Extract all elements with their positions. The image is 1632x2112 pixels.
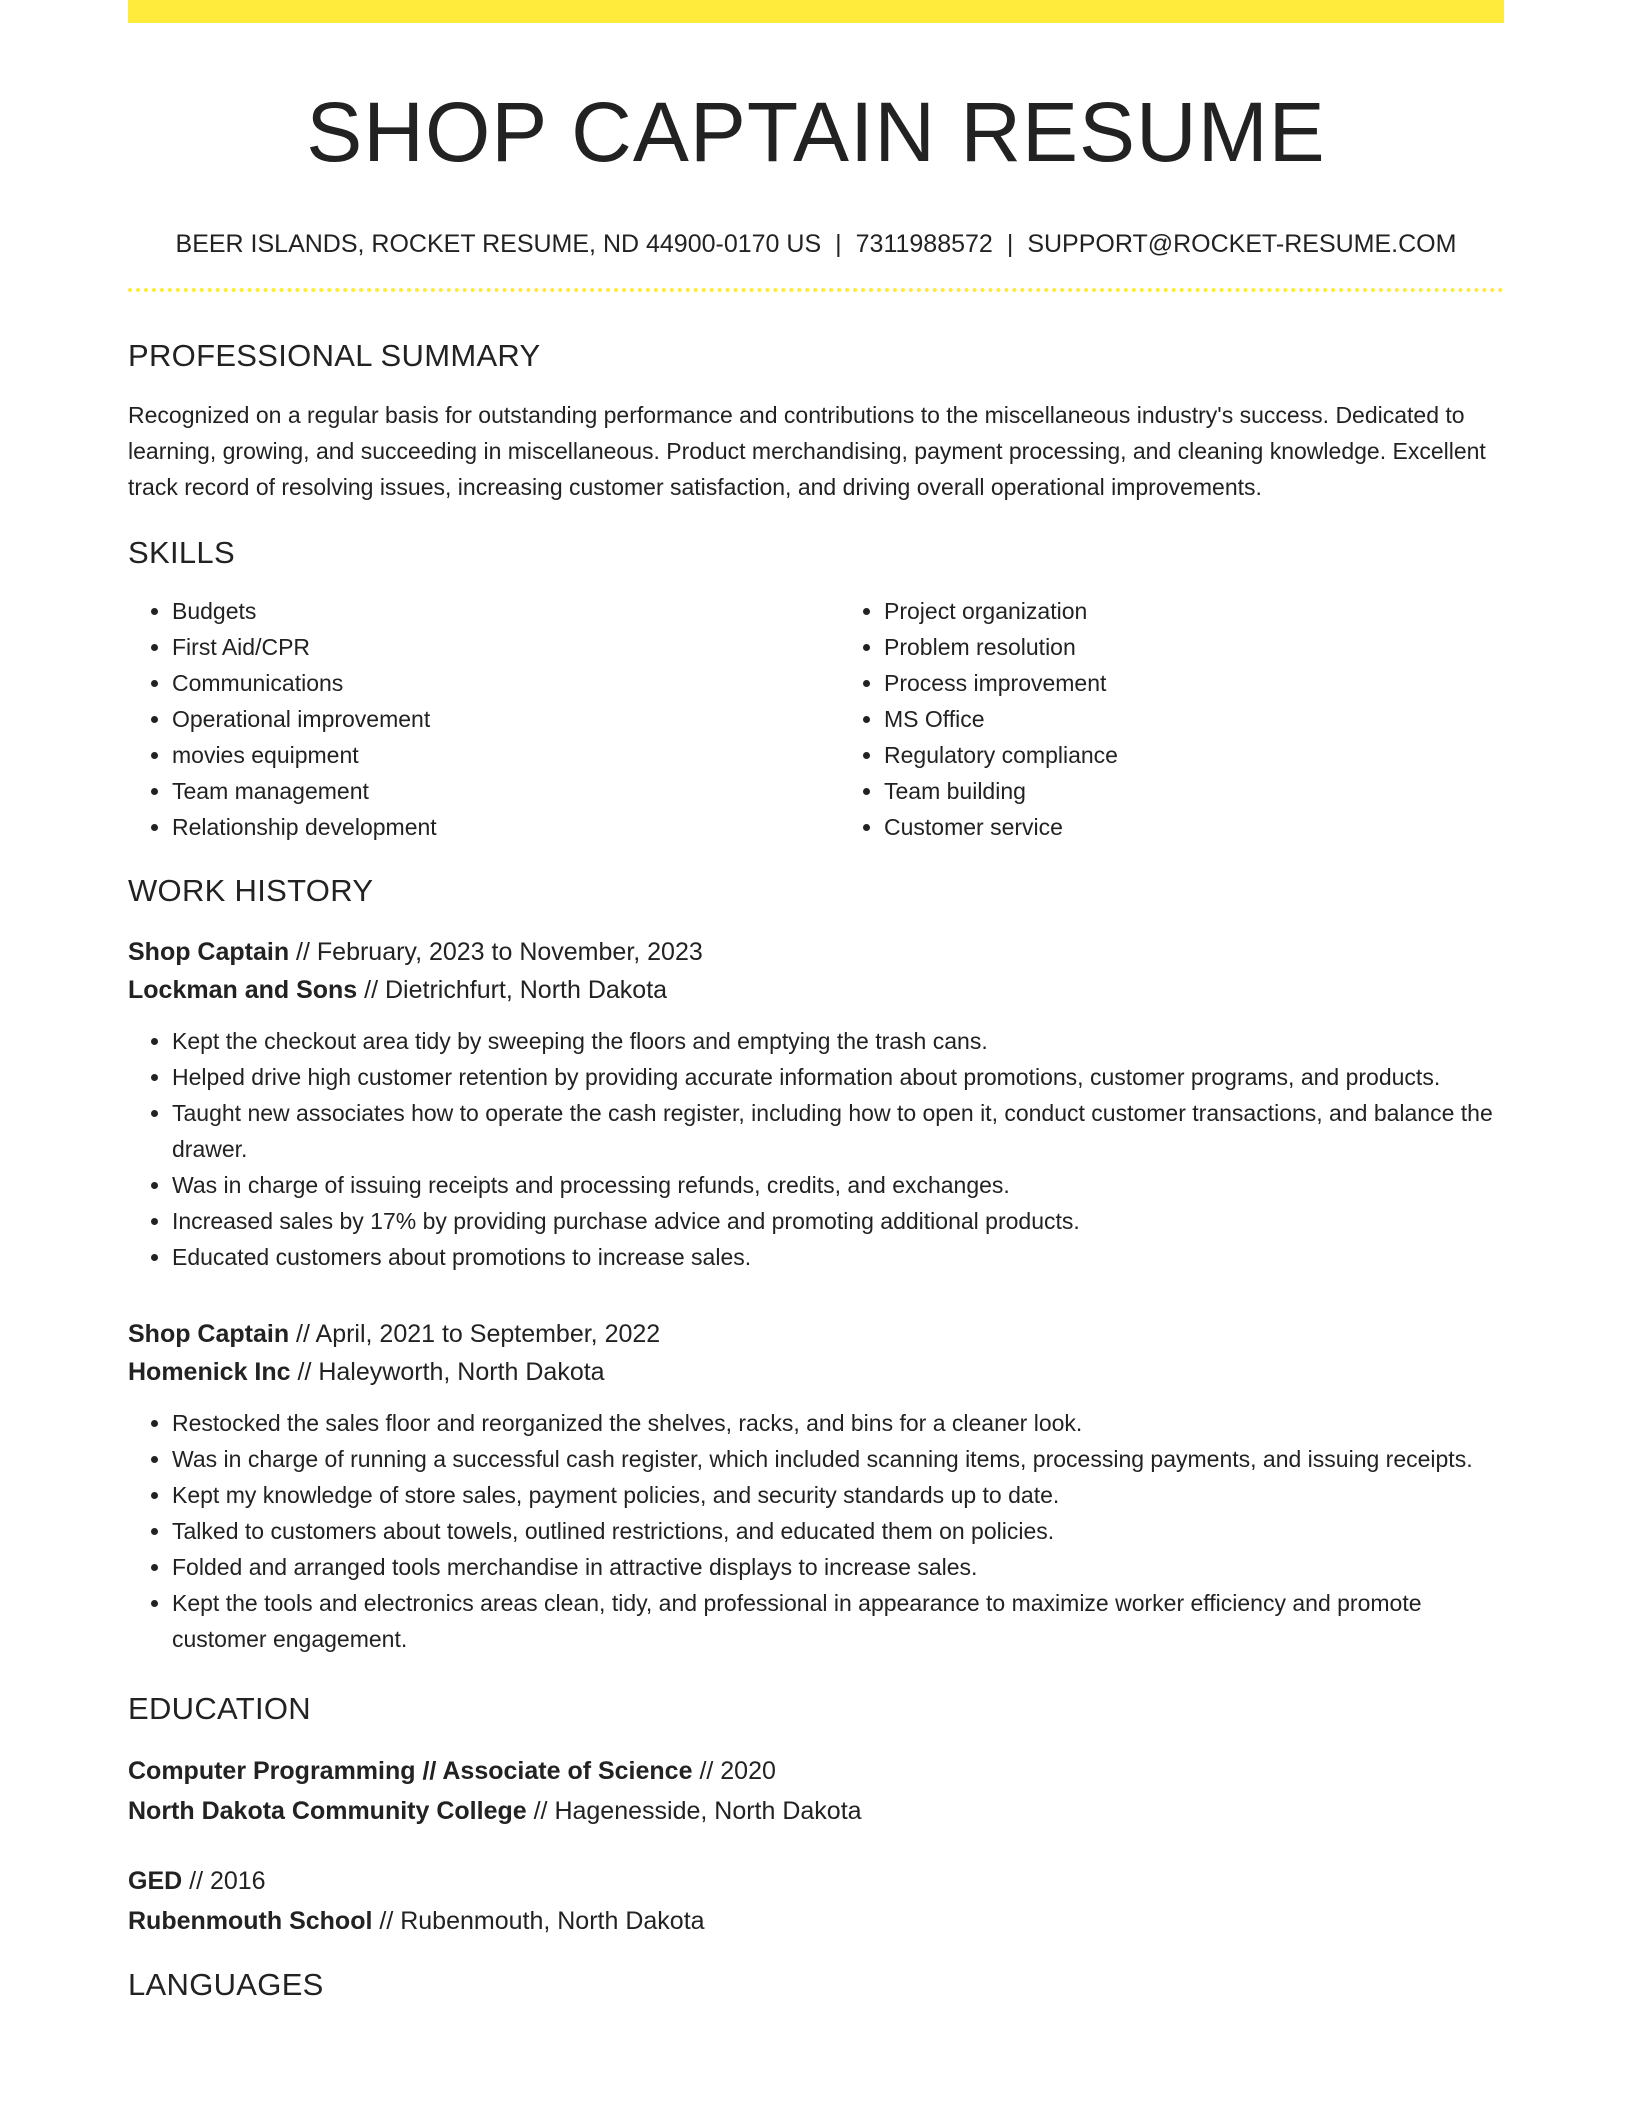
- resume-title: SHOP CAPTAIN RESUME: [306, 85, 1326, 179]
- job-entry: [128, 933, 1504, 1275]
- job-bullet: • Was in charge of issuing receipts and processing refunds, credits, and exchanges.: [172, 1167, 1504, 1203]
- school-location: // Rubenmouth, North Dakota: [372, 1906, 705, 1935]
- job-bullet: • Increased sales by 17% by providing purchase advice and promoting additional products.: [172, 1203, 1504, 1239]
- skills-heading: SKILLS: [128, 534, 235, 570]
- skill-item: • Team building: [884, 773, 1484, 809]
- contact-separator: |: [835, 230, 842, 259]
- skill-item: • Relationship development: [172, 809, 806, 845]
- phone: 7311988572: [855, 230, 993, 259]
- skill-item: • Customer service: [884, 809, 1484, 845]
- job-bullet: • Educated customers about promotions to increase sales.: [172, 1239, 1504, 1275]
- school: North Dakota Community College: [128, 1796, 527, 1825]
- job-bullet: • Helped drive high customer retention by providing accurate information about promotions, customer programs, and products.: [172, 1059, 1504, 1095]
- job-title-line: [128, 933, 1504, 971]
- job-title-line: [128, 1315, 1504, 1353]
- job-bullet: • Folded and arranged tools merchandise in attractive displays to increase sales.: [172, 1549, 1504, 1585]
- graduation-year: // 2020: [692, 1756, 776, 1785]
- contact-line: [128, 228, 1504, 261]
- degree-line: [128, 1751, 1504, 1791]
- job-location: // Haleyworth, North Dakota: [290, 1357, 605, 1386]
- job-entry: [128, 1315, 1504, 1657]
- education-heading: EDUCATION: [128, 1690, 311, 1726]
- contact-separator: |: [1006, 230, 1014, 259]
- job-dates: // February, 2023 to November, 2023: [289, 937, 703, 966]
- skill-item: • First Aid/CPR: [172, 629, 806, 665]
- job-bullet: • Was in charge of running a successful cash register, which included scanning items, processing payments, and issuing receipts.: [172, 1441, 1504, 1477]
- languages-heading: LANGUAGES: [128, 1966, 324, 2002]
- skills-list: [128, 593, 1504, 845]
- skill-item: • Regulatory compliance: [884, 737, 1484, 773]
- school-line: [128, 1791, 1504, 1831]
- degree-line: [128, 1861, 1504, 1901]
- skills-column-left: [128, 593, 806, 845]
- skill-item: • Process improvement: [884, 665, 1484, 701]
- address: BEER ISLANDS, ROCKET RESUME, ND 44900-0170 US: [175, 230, 822, 259]
- degree: Computer Programming // Associate of Science: [128, 1756, 693, 1785]
- job-bullet: • Talked to customers about towels, outlined restrictions, and educated them on policies.: [172, 1513, 1504, 1549]
- job-bullet: • Kept the tools and electronics areas clean, tidy, and professional in appearance to maximize worker efficiency and promote customer engagement.: [172, 1585, 1504, 1657]
- skill-item: • Project organization: [884, 593, 1484, 629]
- skill-item: • Budgets: [172, 593, 806, 629]
- skill-item: • Problem resolution: [884, 629, 1484, 665]
- job-company-line: [128, 971, 1504, 1009]
- email: SUPPORT@ROCKET-RESUME.COM: [1027, 230, 1457, 259]
- degree: GED: [128, 1866, 183, 1895]
- skills-column-right: [840, 593, 1484, 845]
- job-role: Shop Captain: [128, 1319, 290, 1348]
- job-bullet: • Kept the checkout area tidy by sweeping the floors and emptying the trash cans.: [172, 1023, 1504, 1059]
- job-bullets: [128, 1023, 1504, 1275]
- job-dates: // April, 2021 to September, 2022: [289, 1319, 661, 1348]
- skill-item: • Team management: [172, 773, 806, 809]
- dotted-divider: [128, 288, 1504, 292]
- job-company-line: [128, 1353, 1504, 1391]
- work-history-heading: WORK HISTORY: [128, 872, 374, 908]
- job-bullet: • Kept my knowledge of store sales, payment policies, and security standards up to date.: [172, 1477, 1504, 1513]
- job-role: Shop Captain: [128, 937, 290, 966]
- skill-item: • Communications: [172, 665, 806, 701]
- summary-heading: PROFESSIONAL SUMMARY: [128, 337, 541, 373]
- education-entry: [128, 1751, 1504, 1831]
- education-entry: [128, 1861, 1504, 1941]
- job-company: Lockman and Sons: [128, 975, 358, 1004]
- school-line: [128, 1901, 1504, 1941]
- job-bullet: • Taught new associates how to operate the cash register, including how to open it, conduct customer transactions, and balance the drawer.: [172, 1095, 1504, 1167]
- summary-text: Recognized on a regular basis for outstanding performance and contributions to the miscellaneous industry's success. Dedicated to learning, growing, and succeeding in miscellaneous. Product merchandising, payment processing, and cleaning knowledge. Excellent track record of resolving issues, increasing customer satisfaction, and driving overall operational improvements.: [128, 401, 1486, 500]
- job-bullets: [128, 1405, 1504, 1657]
- job-location: // Dietrichfurt, North Dakota: [357, 975, 668, 1004]
- school: Rubenmouth School: [128, 1906, 373, 1935]
- skill-item: • movies equipment: [172, 737, 806, 773]
- skill-item: • Operational improvement: [172, 701, 806, 737]
- school-location: // Hagenesside, North Dakota: [526, 1796, 862, 1825]
- graduation-year: // 2016: [182, 1866, 266, 1895]
- job-company: Homenick Inc: [128, 1357, 291, 1386]
- resume-page: [128, 0, 1504, 2003]
- accent-bar: [128, 0, 1504, 23]
- skill-item: • MS Office: [884, 701, 1484, 737]
- job-bullet: • Restocked the sales floor and reorganized the shelves, racks, and bins for a cleaner look.: [172, 1405, 1504, 1441]
